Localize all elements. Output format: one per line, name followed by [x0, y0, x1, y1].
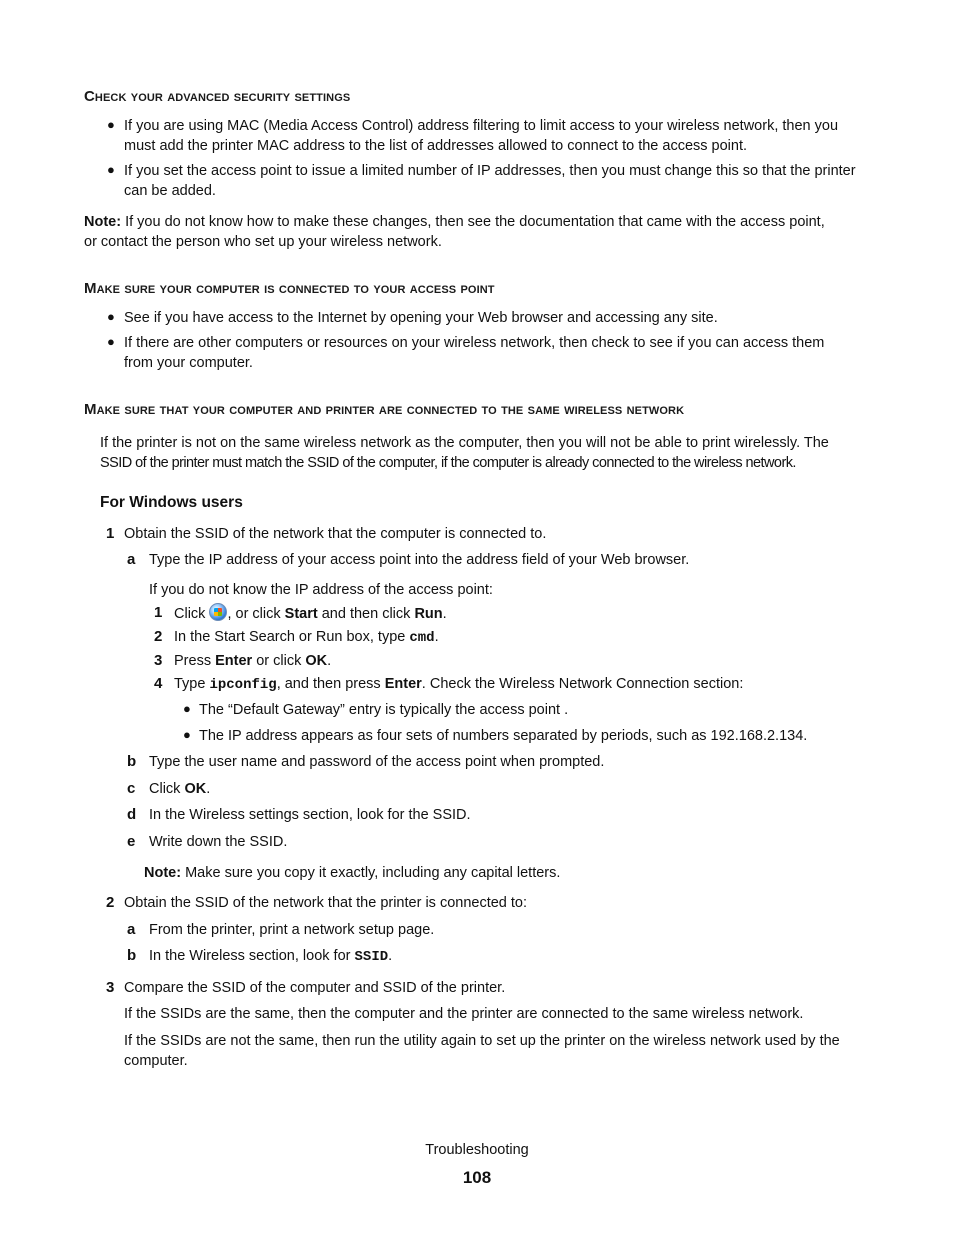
substep-letter: b: [127, 947, 137, 964]
step-text: Obtain the SSID of the network that the printer is connected to:: [124, 895, 528, 911]
bullet-marker: ●: [107, 309, 115, 324]
note-text: If you do not know how to make these changes, then see the documentation that came with the access point,: [125, 214, 825, 230]
substep-letter: b: [127, 753, 137, 770]
subheading-windows-users: For Windows users: [100, 494, 243, 511]
text: .: [206, 781, 211, 797]
step-number: 2: [154, 628, 163, 645]
paragraph-line: If you are using MAC (Media Access Control) address filtering to limit access to your wireless network, then you: [124, 118, 839, 134]
substep-letter: a: [127, 551, 136, 568]
text: Click: [174, 606, 206, 622]
footer-section-name: Troubleshooting: [425, 1142, 529, 1158]
paragraph-line: from your computer.: [124, 355, 253, 371]
text: , and then press: [276, 676, 381, 692]
note-label: Note:: [144, 865, 182, 881]
text: , or click: [227, 606, 281, 622]
step-number: 2: [106, 894, 115, 911]
step-number: 4: [154, 675, 163, 692]
paragraph-line: If there are other computers or resources on your wireless network, then check to see if you can access them: [124, 335, 825, 351]
bullet-text: The “Default Gateway” entry is typically the access point .: [199, 702, 569, 718]
text: .: [442, 606, 447, 622]
bullet-marker: ●: [107, 117, 115, 132]
bullet-text: The IP address appears as four sets of numbers separated by periods, such as 192.168.2.134.: [199, 728, 808, 744]
paragraph-line: If the SSIDs are not the same, then run the utility again to set up the printer on the wireless network used by the: [124, 1033, 840, 1049]
bullet-marker: ●: [183, 701, 191, 716]
paragraph-line: If the SSIDs are the same, then the computer and the printer are connected to the same wireless network.: [124, 1006, 804, 1022]
page-number: 108: [462, 1168, 492, 1187]
step-text: Obtain the SSID of the network that the computer is connected to.: [124, 526, 547, 542]
enter-label: Enter: [384, 676, 422, 692]
substep-line: [174, 603, 447, 624]
paragraph-line: If you do not know the IP address of the access point:: [149, 582, 493, 598]
text: .: [434, 629, 439, 645]
bullet-marker: ●: [183, 727, 191, 742]
section-heading-computer-connected: Make sure your computer is connected to your access point: [84, 280, 495, 297]
text: .: [388, 948, 393, 964]
substep-text: Write down the SSID.: [149, 834, 288, 850]
substep-letter: d: [127, 806, 137, 823]
substep-line: [174, 651, 331, 671]
text: In the Wireless section, look for: [149, 948, 351, 964]
paragraph-line: must add the printer MAC address to the list of addresses allowed to connect to the access point.: [124, 138, 748, 154]
paragraph-line: If the printer is not on the same wireless network as the computer, then you will not be able to print wirelessly. The: [100, 435, 829, 451]
substep-letter: e: [127, 833, 136, 850]
substep-line: [174, 627, 439, 648]
note-text: or contact the person who set up your wireless network.: [84, 234, 442, 250]
substep-text: Type the user name and password of the access point when prompted.: [149, 754, 605, 770]
note-label: Note:: [84, 214, 122, 230]
text: Press: [174, 653, 212, 669]
paragraph-line: can be added.: [124, 183, 216, 199]
text: . Check the Wireless Network Connection section:: [421, 676, 744, 692]
bullet-marker: ●: [107, 334, 115, 349]
note: [84, 212, 825, 232]
step-number: 3: [106, 979, 115, 996]
code-cmd: cmd: [409, 630, 435, 646]
text: Click: [149, 781, 181, 797]
paragraph-line: See if you have access to the Internet by opening your Web browser and accessing any site.: [124, 310, 718, 326]
text: or click: [256, 653, 302, 669]
enter-label: Enter: [215, 653, 253, 669]
text: In the Start Search or Run box, type: [174, 629, 406, 645]
ok-label: OK: [305, 653, 328, 669]
ok-label: OK: [184, 781, 207, 797]
run-label: Run: [414, 606, 443, 622]
note-text: Make sure you copy it exactly, including any capital letters.: [185, 865, 561, 881]
paragraph-line: SSID of the printer must match the SSID of the computer, if the computer is already connected to the wireless network.: [100, 455, 796, 471]
note: [144, 863, 560, 883]
step-number: 1: [106, 525, 115, 542]
step-number: 1: [154, 604, 163, 621]
paragraph-line: If you set the access point to issue a limited number of IP addresses, then you must change this so that the printer: [124, 163, 856, 179]
bullet-marker: ●: [107, 162, 115, 177]
substep-letter: a: [127, 921, 136, 938]
text: .: [327, 653, 332, 669]
section-heading-security: Check your advanced security settings: [84, 88, 351, 105]
start-label: Start: [284, 606, 318, 622]
step-number: 3: [154, 652, 163, 669]
text: and then click: [321, 606, 411, 622]
substep-text: In the Wireless settings section, look for the SSID.: [149, 807, 471, 823]
code-ssid: SSID: [354, 949, 389, 965]
substep-line: [174, 674, 743, 695]
text: Type: [174, 676, 206, 692]
substep-line: [149, 946, 392, 967]
code-ipconfig: ipconfig: [209, 677, 277, 693]
paragraph-line: computer.: [124, 1053, 188, 1069]
substep-letter: c: [127, 780, 136, 797]
substep-line: [149, 779, 210, 799]
substep-text: Type the IP address of your access point into the address field of your Web browser.: [149, 552, 690, 568]
section-heading-same-network: Make sure that your computer and printer are connected to the same wireless network: [84, 401, 685, 418]
step-text: Compare the SSID of the computer and SSID of the printer.: [124, 980, 506, 996]
substep-text: From the printer, print a network setup page.: [149, 922, 435, 938]
windows-start-orb-icon: [209, 603, 227, 621]
